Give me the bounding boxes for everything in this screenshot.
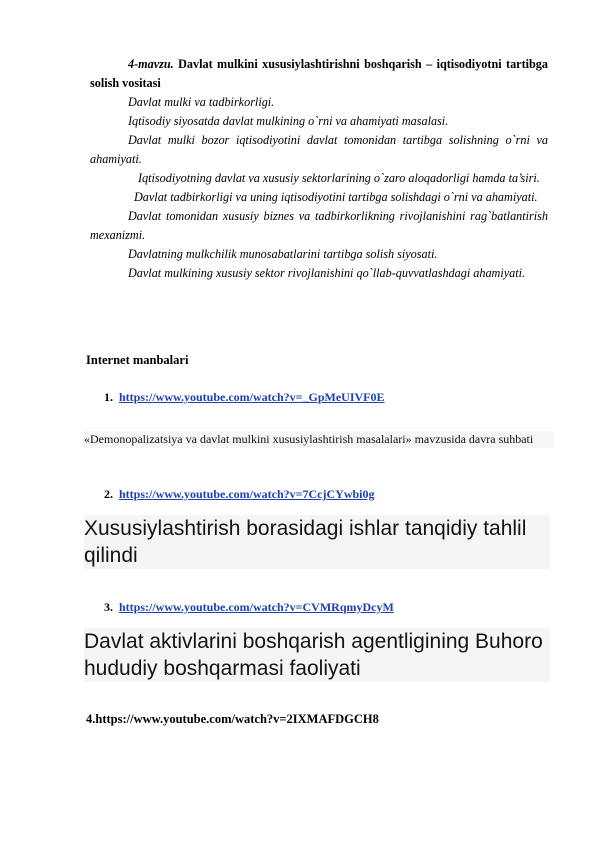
topic-item-1: Davlat mulki va tadbirkorligi. xyxy=(128,95,275,109)
source-link-2-url[interactable]: https://www.youtube.com/watch?v=7CcjCYwbi0g xyxy=(119,487,375,501)
internet-sources-title: Internet manbalari xyxy=(86,353,189,367)
topic-item-6: Davlat tomonidan xususiy biznes va tadbirkorlikning rivojlanishini rag`batlantirish mexanizmi. xyxy=(90,209,548,242)
source-link-3[interactable] xyxy=(104,600,394,615)
topic-item-5: Davlat tadbirkorligi va uning iqtisodiyotini tartibga solishdagi o`rni va ahamiyati. xyxy=(134,190,538,204)
source-link-3-url[interactable]: https://www.youtube.com/watch?v=CVMRqmyDcyM xyxy=(119,600,394,614)
source-link-1-url[interactable]: https://www.youtube.com/watch?v=_GpMeUIVF0E xyxy=(119,390,385,404)
video-3-title: Davlat aktivlarini boshqarish agentligining Buhoro hududiy boshqarmasi faoliyati xyxy=(84,630,543,680)
video-2-title: Xususiylashtirish borasidagi ishlar tanqidiy tahlil qilindi xyxy=(84,517,527,567)
video-2-title-box xyxy=(84,515,550,569)
source-link-3-number: 3. xyxy=(104,600,113,614)
topic-label: 4-mavzu. xyxy=(128,57,174,71)
topic-item-8: Davlat mulkining xususiy sektor rivojlanishini qo`llab-quvvatlashdagi ahamiyati. xyxy=(128,266,526,280)
video-1-caption: «Demonopalizatsiya va davlat mulkini xususiylashtirish masalalari» mavzusida davra suhbati xyxy=(84,431,554,448)
source-link-4[interactable]: 4.https://www.youtube.com/watch?v=2IXMAFDGCH8 xyxy=(86,712,379,726)
topic-section xyxy=(90,55,548,283)
topic-item-4: Iqtisodiyotning davlat va xususiy sektorlarining o`zaro aloqadorligi hamda ta’siri. xyxy=(138,171,540,185)
topic-item-7: Davlatning mulkchilik munosabatlarini tartibga solish siyosati. xyxy=(128,247,438,261)
video-3-title-box xyxy=(84,628,550,682)
topic-title: Davlat mulkini xususiylashtirishni boshqarish – iqtisodiyotni tartibga solish vositasi xyxy=(90,57,548,90)
topic-item-3: Davlat mulki bozor iqtisodiyotini davlat tomonidan tartibga solishning o`rni va ahamiyati. xyxy=(90,133,548,166)
source-link-2[interactable] xyxy=(104,487,375,502)
source-link-1-number: 1. xyxy=(104,390,113,404)
topic-heading xyxy=(90,55,548,93)
source-link-1[interactable] xyxy=(104,390,385,405)
source-link-2-number: 2. xyxy=(104,487,113,501)
topic-item-2: Iqtisodiy siyosatda davlat mulkining o`rni va ahamiyati masalasi. xyxy=(128,114,449,128)
